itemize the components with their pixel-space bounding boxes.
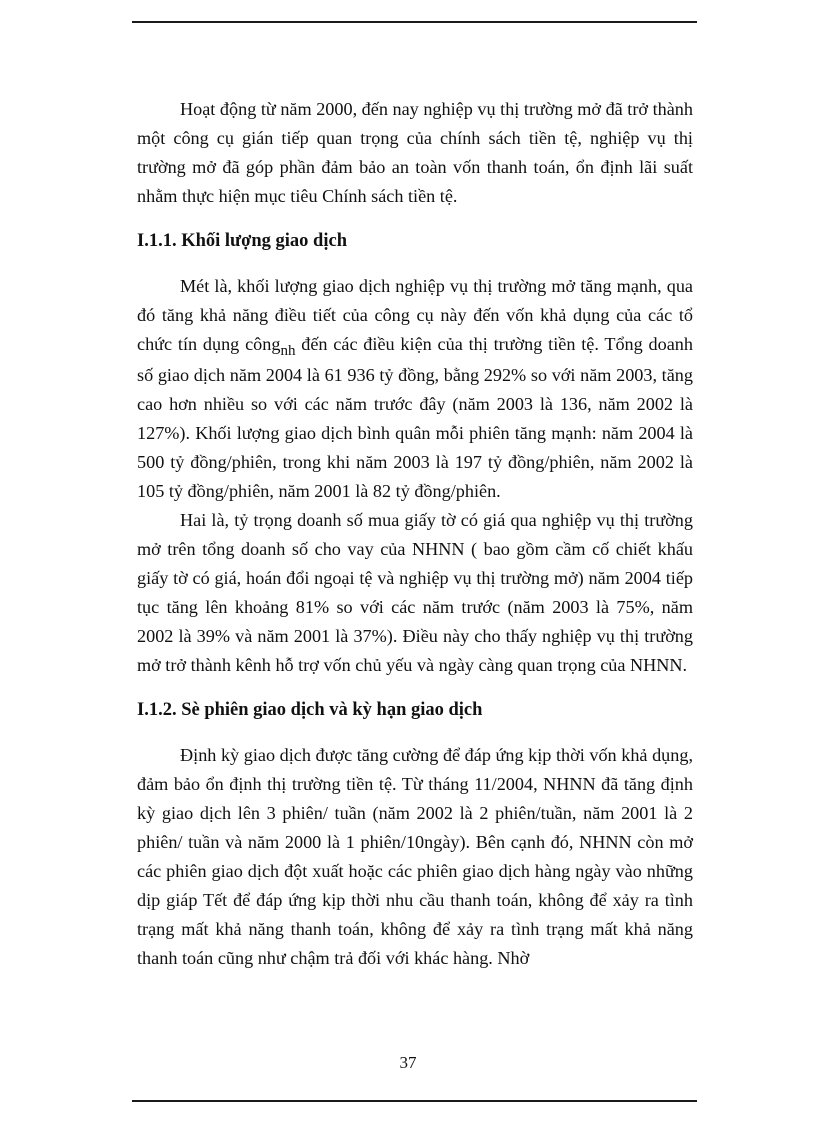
paragraph-volume-text-b: đến các điều kiện của thị trường tiền tệ. Tổng doanh số giao dịch năm 2004 là 61 936 tỷ đồng, bằng 292% so với năm 2003, tăng cao hơn nhiều so với các năm trước đây (năm 2003 là 136, năm 2002 là 127%). Khối lượng giao dịch bình quân mỗi phiên tăng mạnh: năm 2004 là 500 tỷ đồng/phiên, trong khi năm 2003 là 197 tỷ đồng/phiên, năm 2002 là 105 tỷ đồng/phiên, năm 2001 là 82 tỷ đồng/phiên. xyxy=(137,334,693,501)
paragraph-volume xyxy=(137,272,693,506)
section-heading-transaction-volume: I.1.1. Khối lượng giao dịch xyxy=(137,231,347,251)
stray-subscript: nh xyxy=(280,343,296,359)
page-number: 37 xyxy=(399,1053,417,1072)
footer-rule xyxy=(132,1100,697,1102)
paragraph-volume-text-a: Mét là, khối lượng giao dịch nghiệp vụ thị trường mở tăng mạnh, qua đó tăng khả năng điều tiết của công cụ này đến vốn khả dụng của các tổ chức tín dụng công xyxy=(137,276,693,354)
page-body xyxy=(137,95,693,973)
header-rule xyxy=(132,21,697,23)
paragraph-intro: Hoạt động từ năm 2000, đến nay nghiệp vụ thị trường mở đã trở thành một công cụ gián tiếp quan trọng của chính sách tiền tệ, nghiệp vụ thị trường mở đã góp phần đảm bảo an toàn vốn thanh toán, ổn định lãi suất nhằm thực hiện mục tiêu Chính sách tiền tệ. xyxy=(137,99,693,206)
paragraph-sessions: Định kỳ giao dịch được tăng cường để đáp ứng kịp thời vốn khả dụng, đảm bảo ổn định thị trường tiền tệ. Từ tháng 11/2004, NHNN đã tăng định kỳ giao dịch lên 3 phiên/ tuần (năm 2002 là 2 phiên/tuần, năm 2001 là 2 phiên/ tuần và năm 2000 là 1 phiên/10ngày). Bên cạnh đó, NHNN còn mở các phiên giao dịch đột xuất hoặc các phiên giao dịch hàng ngày vào những dịp giáp Tết để đáp ứng kịp thời nhu cầu thanh toán, không để xảy ra tình trạng mất khả năng thanh toán, không để xảy ra tình trạng mất khả năng thanh toán cũng như chậm trả đối với khác hàng. Nhờ xyxy=(137,745,693,968)
section-heading-sessions: I.1.2. Sè phiên giao dịch và kỳ hạn giao dịch xyxy=(137,700,483,720)
paragraph-share: Hai là, tỷ trọng doanh số mua giấy tờ có giá qua nghiệp vụ thị trường mở trên tổng doanh số cho vay của NHNN ( bao gồm cầm cố chiết khấu giấy tờ có giá, hoán đổi ngoại tệ và nghiệp vụ thị trường mở) năm 2004 tiếp tục tăng lên khoảng 81% so với các năm trước (năm 2003 là 75%, năm 2002 là 39% và năm 2001 là 37%). Điều này cho thấy nghiệp vụ thị trường mở trở thành kênh hỗ trợ vốn chủ yếu và ngày càng quan trọng của NHNN. xyxy=(137,510,693,675)
